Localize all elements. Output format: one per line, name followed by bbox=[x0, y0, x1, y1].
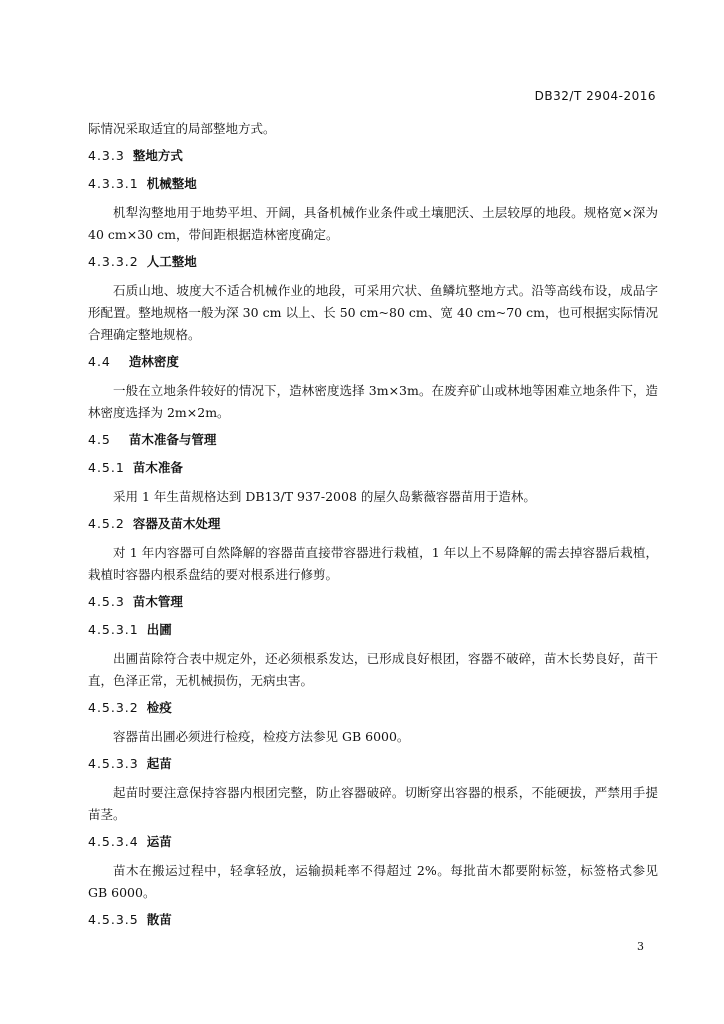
document-code: DB32/T 2904-2016 bbox=[534, 89, 656, 103]
body-paragraph: 机犁沟整地用于地势平坦、开阔，具备机械作业条件或土壤肥沃、土层较厚的地段。规格宽×深为 40 cm×30 cm，带间距根据造林密度确定。 bbox=[88, 205, 658, 242]
section-number: 4.3.3.2 bbox=[88, 254, 139, 269]
section-heading bbox=[88, 252, 658, 272]
section-title: 整地方式 bbox=[132, 148, 183, 163]
section-title: 容器及苗木处理 bbox=[132, 516, 221, 531]
page-number: 3 bbox=[637, 940, 644, 953]
section-number: 4.3.3.1 bbox=[88, 176, 139, 191]
section-heading bbox=[88, 754, 658, 774]
section-number: 4.5 bbox=[88, 432, 111, 447]
body-paragraph: 起苗时要注意保持容器内根团完整，防止容器破碎。切断穿出容器的根系，不能硬拔，严禁用手提苗茎。 bbox=[88, 785, 658, 822]
section-title: 苗木准备与管理 bbox=[128, 432, 217, 447]
section-number: 4.5.1 bbox=[88, 460, 125, 475]
body-paragraph: 一般在立地条件较好的情况下，造林密度选择 3m×3m。在废弃矿山或林地等困难立地条件下，造林密度选择为 2m×2m。 bbox=[88, 383, 658, 420]
section-heading bbox=[88, 832, 658, 852]
section-title: 造林密度 bbox=[128, 354, 179, 369]
section-title: 检疫 bbox=[146, 700, 172, 715]
section-heading bbox=[88, 514, 658, 534]
document-body bbox=[88, 118, 658, 938]
section-number: 4.5.3.5 bbox=[88, 912, 139, 927]
section-title: 散苗 bbox=[146, 912, 172, 927]
body-paragraph: 出圃苗除符合表中规定外，还必须根系发达，已形成良好根团，容器不破碎，苗木长势良好，苗干直，色泽正常，无机械损伤，无病虫害。 bbox=[88, 651, 658, 688]
section-number: 4.5.3.1 bbox=[88, 622, 139, 637]
section-heading bbox=[88, 910, 658, 930]
body-paragraph: 际情况采取适宜的局部整地方式。 bbox=[88, 121, 276, 136]
section-title: 苗木准备 bbox=[132, 460, 183, 475]
section-heading bbox=[88, 430, 658, 450]
section-number: 4.5.2 bbox=[88, 516, 125, 531]
section-title: 运苗 bbox=[146, 834, 172, 849]
body-paragraph: 容器苗出圃必须进行检疫，检疫方法参见 GB 6000。 bbox=[113, 729, 410, 744]
section-heading bbox=[88, 174, 658, 194]
section-heading bbox=[88, 698, 658, 718]
body-paragraph: 对 1 年内容器可自然降解的容器苗直接带容器进行栽植，1 年以上不易降解的需去掉容器后栽植，栽植时容器内根系盘结的要对根系进行修剪。 bbox=[88, 545, 658, 582]
section-number: 4.3.3 bbox=[88, 148, 125, 163]
section-title: 机械整地 bbox=[146, 176, 197, 191]
section-heading bbox=[88, 146, 658, 166]
section-number: 4.5.3.3 bbox=[88, 756, 139, 771]
section-number: 4.5.3.2 bbox=[88, 700, 139, 715]
section-number: 4.5.3 bbox=[88, 594, 125, 609]
section-heading bbox=[88, 592, 658, 612]
section-number: 4.4 bbox=[88, 354, 111, 369]
section-title: 人工整地 bbox=[146, 254, 197, 269]
body-paragraph: 石质山地、坡度大不适合机械作业的地段，可采用穴状、鱼鳞坑整地方式。沿等高线布设，成品字形配置。整地规格一般为深 30 cm 以上、长 50 cm~80 cm、宽 40 cm~70 cm，也可根据实际情况合理确定整地规格。 bbox=[88, 283, 658, 342]
section-title: 起苗 bbox=[146, 756, 172, 771]
section-heading bbox=[88, 458, 658, 478]
section-title: 出圃 bbox=[146, 622, 172, 637]
section-title: 苗木管理 bbox=[132, 594, 183, 609]
body-paragraph: 采用 1 年生苗规格达到 DB13/T 937-2008 的屋久岛紫薇容器苗用于造林。 bbox=[113, 489, 536, 504]
section-heading bbox=[88, 620, 658, 640]
section-number: 4.5.3.4 bbox=[88, 834, 139, 849]
section-heading bbox=[88, 352, 658, 372]
body-paragraph: 苗木在搬运过程中，轻拿轻放，运输损耗率不得超过 2%。每批苗木都要附标签，标签格式参见 GB 6000。 bbox=[88, 863, 658, 900]
